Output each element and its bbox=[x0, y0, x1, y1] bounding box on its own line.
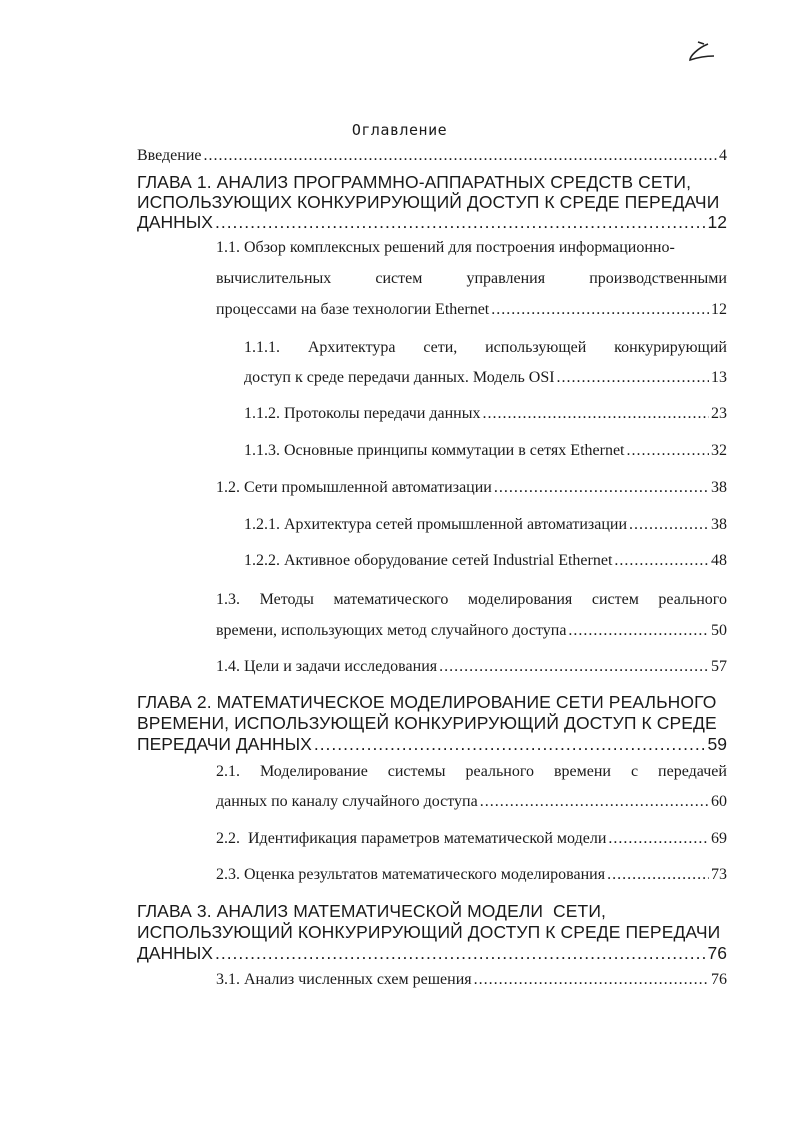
chapter3-title-line2: ИСПОЛЬЗУЮЩИЙ КОНКУРИРУЮЩИЙ ДОСТУП К СРЕДЕ ПЕРЕДАЧИ bbox=[137, 922, 721, 942]
chapter2-title-line1: ГЛАВА 2. МАТЕМАТИЧЕСКОЕ МОДЕЛИРОВАНИЕ СЕТИ РЕАЛЬНОГО bbox=[137, 692, 717, 712]
toc-entry-1-4[interactable]: 1.4. Цели и задачи исследования ..... 57 bbox=[216, 657, 727, 677]
toc-entry-1-2[interactable]: 1.2. Сети промышленной автоматизации ..... 38 bbox=[216, 478, 727, 498]
chapter1-title-line2: ИСПОЛЬЗУЮЩИХ КОНКУРИРУЮЩИЙ ДОСТУП К СРЕДЕ ПЕРЕДАЧИ bbox=[137, 192, 720, 212]
toc-entry-1-2-1[interactable]: 1.2.1. Архитектура сетей промышленной автоматизации ..... 38 bbox=[244, 515, 727, 535]
chapter3-title-line1: ГЛАВА 3. АНАЛИЗ МАТЕМАТИЧЕСКОЙ МОДЕЛИ СЕТИ, bbox=[137, 901, 606, 921]
toc-entry-1-1-2[interactable]: 1.1.2. Протоколы передачи данных ..... 23 bbox=[244, 404, 727, 424]
page-title: Оглавление bbox=[351, 121, 448, 139]
section-1-1-line2: вычислительных систем управления производственными bbox=[216, 270, 727, 287]
toc-entry-intro[interactable]: Введение ..... 4 bbox=[137, 146, 727, 166]
toc-entry-1-1-3[interactable]: 1.1.3. Основные принципы коммутации в сетях Ethernet ..... 32 bbox=[244, 441, 727, 461]
section-2-1-line1: 2.1. Моделирование системы реального времени с передачей bbox=[216, 763, 727, 780]
toc-entry-chapter2[interactable]: ПЕРЕДАЧИ ДАННЫХ ..... 59 bbox=[137, 734, 727, 754]
toc-entry-3-1[interactable]: 3.1. Анализ численных схем решения ..... 76 bbox=[216, 970, 727, 990]
toc-entry-chapter1[interactable]: ДАННЫХ ..... 12 bbox=[137, 212, 727, 232]
toc-entry-1-1-1[interactable]: доступ к среде передачи данных. Модель OSI ..... 13 bbox=[244, 368, 727, 388]
chapter1-title-line1: ГЛАВА 1. АНАЛИЗ ПРОГРАММНО-АППАРАТНЫХ СРЕДСТВ СЕТИ, bbox=[137, 172, 692, 192]
toc-entry-2-2[interactable]: 2.2. Идентификация параметров математической модели ..... 69 bbox=[216, 829, 727, 849]
section-1-3-line1: 1.3. Методы математического моделирования систем реального bbox=[216, 591, 727, 608]
toc-entry-chapter3[interactable]: ДАННЫХ ..... 76 bbox=[137, 943, 727, 963]
section-1-1-line1: 1.1. Обзор комплексных решений для построения информационно- bbox=[216, 239, 675, 256]
chapter2-title-line2: ВРЕМЕНИ, ИСПОЛЬЗУЮЩЕЙ КОНКУРИРУЮЩИЙ ДОСТУП К СРЕДЕ bbox=[137, 713, 717, 733]
toc-entry-1-2-2[interactable]: 1.2.2. Активное оборудование сетей Industrial Ethernet ..... 48 bbox=[244, 551, 727, 571]
toc-entry-2-3[interactable]: 2.3. Оценка результатов математического моделирования ..... 73 bbox=[216, 865, 727, 885]
toc-entry-1-1[interactable]: процессами на базе технологии Ethernet ..... 12 bbox=[216, 300, 727, 320]
toc-entry-2-1[interactable]: данных по каналу случайного доступа ..... 60 bbox=[216, 792, 727, 812]
toc-entry-1-3[interactable]: времени, использующих метод случайного доступа ..... 50 bbox=[216, 621, 727, 641]
section-1-1-1-line1: 1.1.1. Архитектура сети, использующей конкурирующий bbox=[244, 339, 727, 356]
